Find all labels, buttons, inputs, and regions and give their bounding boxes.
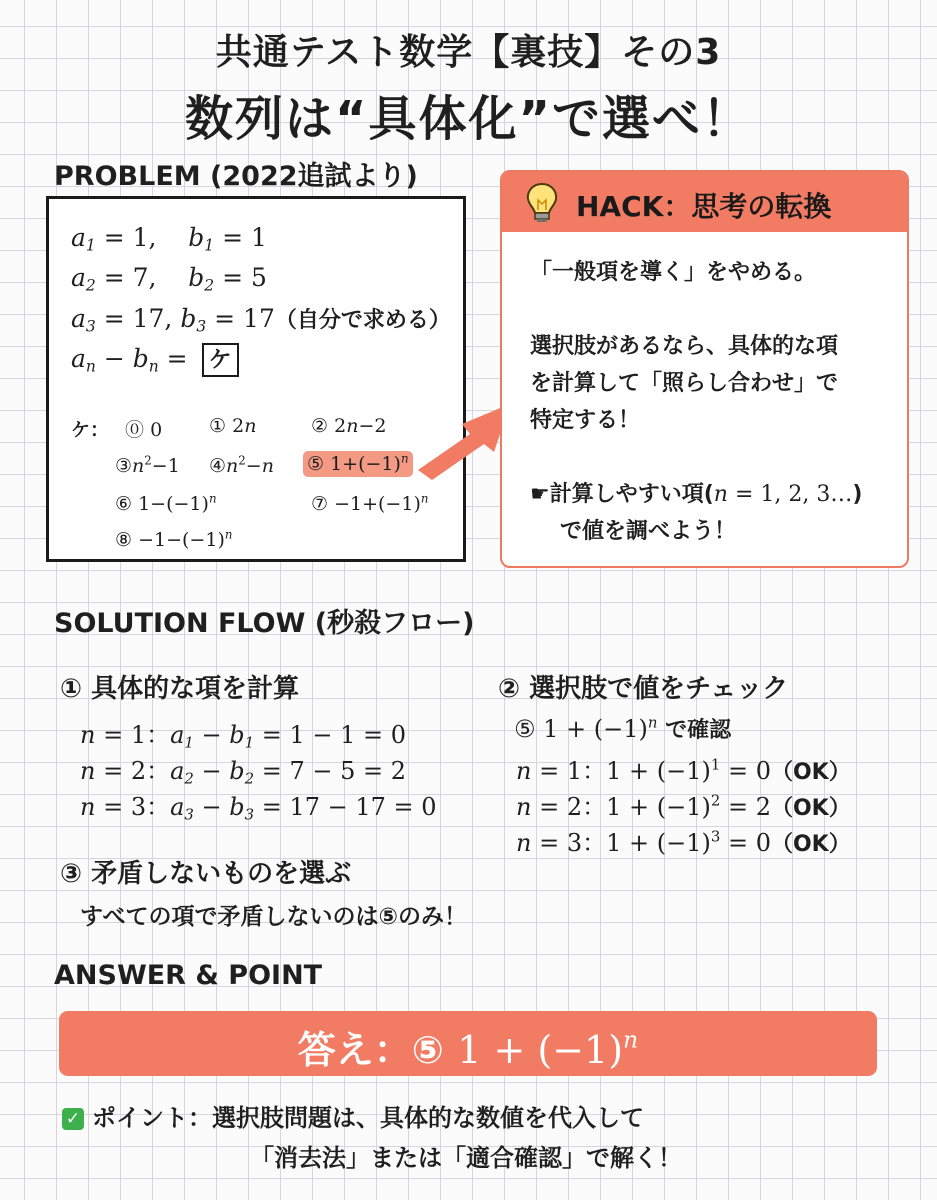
step1-n2: n = 2：$a_2 - b_2 = 7 - 5 = 2$	[80, 757, 407, 788]
equation-2: $a_2 = 7$, $b_2 = 5$	[71, 263, 267, 295]
equation-4: $a_n - b_n$ = ケ	[71, 343, 239, 377]
hack-line-3: を計算して「照らし合わせ」で	[530, 371, 839, 396]
pointing-hand-icon: ☛	[530, 482, 550, 507]
point-line2: 「消去法」または「適合確認」で解く！	[250, 1144, 682, 1172]
answer-label: 答え：⑤	[297, 1028, 458, 1072]
step2-title: ② 選択肢で値をチェック	[498, 674, 789, 704]
solution-heading: SOLUTION FLOW (秒殺フロー)	[54, 608, 475, 639]
step3-title: ③ 矛盾しないものを選ぶ	[60, 859, 352, 889]
hack-title: HACK：思考の転換	[576, 190, 832, 223]
ok-label-1: （OK）	[770, 760, 851, 785]
lightbulb-icon	[522, 180, 562, 224]
page-title-line1: 共通テスト数学【裏技】その3	[215, 32, 722, 73]
step2-n2: n = 2：$1 + (-1)^2 = 2(OK)$	[516, 791, 851, 821]
step1-n1: n = 1：$a_1 - b_1 = 1 - 1 = 0$	[80, 721, 407, 752]
hack-line-4: 特定する！	[530, 408, 641, 433]
equation-3: $a_3 = 17$, $b_3 = 17$（自分で求める）	[71, 304, 451, 336]
problem-heading: PROBLEM (2022追試より)	[54, 161, 418, 192]
answer-slot: ケ	[202, 343, 239, 377]
choice-1: ① 2n	[209, 415, 257, 437]
choice-2: ② 2n−2	[311, 415, 387, 437]
choice-0: ⓪ 0	[125, 419, 163, 441]
choice-5-highlighted: ⑤ $1+(-1)^n$	[303, 451, 413, 477]
choice-4: $④n^2-n$	[209, 453, 274, 477]
self-note: （自分で求める）	[274, 308, 451, 333]
step2-check-suffix: で確認	[657, 718, 732, 743]
choice-7: ⑦ $-1+(-1)^n$	[311, 491, 429, 515]
step1-title: ① 具体的な項を計算	[60, 674, 300, 704]
step3-text: すべての項で矛盾しないのは⑤のみ！	[80, 904, 468, 930]
check-icon: ✓	[62, 1108, 84, 1130]
choice-8: ⑧ $-1-(-1)^n$	[115, 527, 233, 551]
choices-label: ケ：	[71, 419, 110, 441]
equation-1: $a_1 = 1$, $b_1 = 1$	[71, 223, 267, 255]
hack-tip-pre: 計算しやすい項(	[549, 482, 714, 507]
step1-n3: n = 3：$a_3 - b_3 = 17 - 17 = 0$	[80, 793, 437, 824]
hack-line-1: 「一般項を導く」をやめる。	[530, 260, 817, 285]
ok-label-2: （OK）	[770, 796, 851, 821]
point-text-1: ポイント：選択肢問題は、具体的な数値を代入して	[92, 1104, 644, 1132]
hack-body	[530, 254, 890, 550]
answer-text: 答え：⑤ $1 + (-1)^n$	[297, 1025, 639, 1072]
hack-box	[500, 170, 909, 568]
page-title-line2: 数列は“具体化”で選べ！	[184, 91, 753, 147]
choice-3: $③n^2-1$	[115, 453, 180, 477]
answer-bar	[59, 1011, 877, 1076]
hack-header	[502, 172, 907, 232]
choice-6: ⑥ $1-(-1)^n$	[115, 491, 217, 515]
hack-tip-post: )	[852, 482, 863, 507]
point-line1	[62, 1098, 644, 1133]
ok-label-3: （OK）	[770, 832, 851, 857]
hack-tip: ☛計算しやすい項(n = 1, 2, 3…)	[530, 482, 863, 507]
hack-tip-line2: で値を調べよう！	[560, 519, 737, 544]
answer-heading: ANSWER & POINT	[54, 960, 323, 991]
hack-line-2: 選択肢があるなら、具体的な項	[530, 334, 839, 359]
problem-box	[46, 196, 466, 562]
step2-n1: n = 1：$1 + (-1)^1 = 0(OK)$	[516, 755, 851, 785]
step2-check: ⑤ $1 + (-1)^n$ で確認	[514, 713, 732, 743]
step2-n3: n = 3：$1 + (-1)^3 = 0(OK)$	[516, 827, 851, 857]
